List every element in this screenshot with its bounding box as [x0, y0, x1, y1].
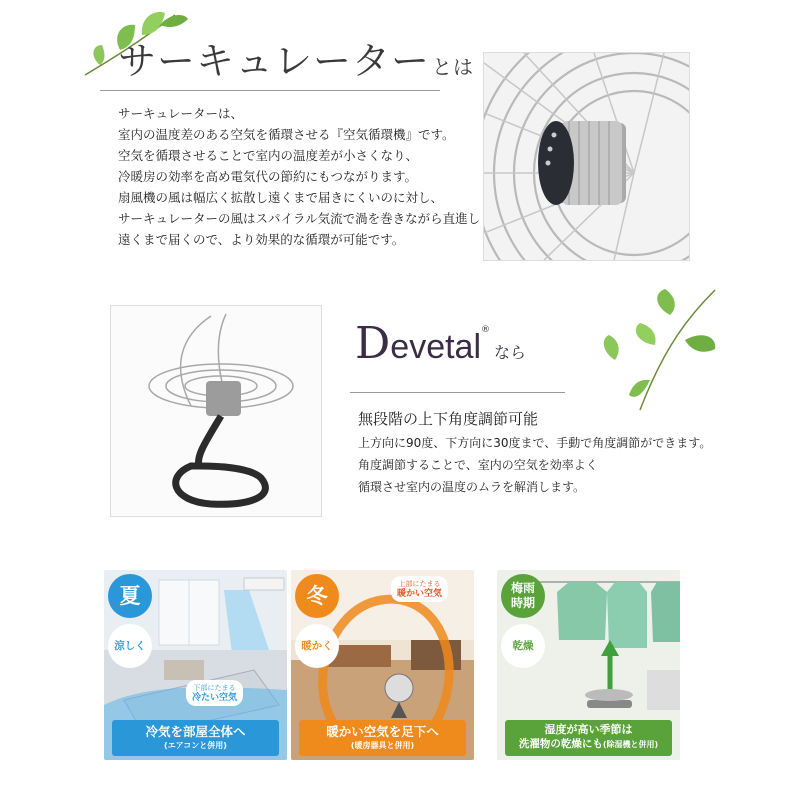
intro-line: サーキュレーターの風はスパイラル気流で渦を巻きながら直進し [118, 211, 481, 226]
title-suffix: とは [432, 55, 475, 79]
brand-logo [355, 318, 527, 369]
intro-line: 空気を循環させることで室内の温度差が小さくなり、 [118, 148, 419, 163]
winter-effect-badge: 暖かく [295, 624, 339, 668]
intro-line: 遠くまで届くので、より効果的な循環が可能です。 [118, 232, 405, 247]
intro-line: 室内の温度差のある空気を循環させる『空気循環機』です。 [118, 127, 455, 142]
rainy-label-main2-text: 洗濯物の乾燥にも [518, 738, 603, 750]
intro-paragraph [118, 103, 480, 250]
summer-label-main: 冷気を部屋全体へ [145, 724, 246, 739]
winter-label-main: 暖かい空気を足下へ [326, 724, 439, 739]
section-title [118, 39, 475, 83]
intro-line: サーキュレーターは、 [118, 106, 244, 121]
fan-closeup-photo [483, 52, 690, 261]
fan-side-photo [110, 305, 322, 517]
warm-air-bubble [391, 576, 448, 602]
brand-name: evetal [390, 328, 482, 366]
intro-line: 冷暖房の効率を高め電気代の節約にもつながります。 [118, 169, 418, 184]
bubble-small-text: 下部にたまる [193, 684, 236, 692]
rainy-label-main: 湿度が高い季節は [544, 723, 633, 736]
rainy-effect-badge: 乾燥 [501, 624, 545, 668]
summer-badge: 夏 [108, 574, 152, 618]
feature-title: 無段階の上下角度調節可能 [358, 410, 539, 428]
brand-initial: D [355, 318, 391, 369]
feature-line: 循環させ室内の温度のムラを解消します。 [358, 480, 586, 494]
rainy-season-badge: 梅雨 時期 [501, 574, 545, 618]
winter-label-sub: (暖房器具と併用) [350, 741, 415, 750]
winter-badge: 冬 [295, 574, 339, 618]
feature-line: 角度調節することで、室内の空気を効率よく [358, 458, 598, 472]
feature-description [358, 432, 711, 498]
bubble-main-text: 冷たい空気 [192, 693, 238, 703]
bubble-main-text: 暖かい空気 [397, 589, 443, 599]
title-divider [100, 90, 440, 91]
registered-mark: ® [481, 325, 491, 335]
winter-card [291, 570, 474, 760]
winter-label [299, 720, 466, 756]
summer-label [112, 720, 279, 756]
rainy-label [505, 720, 672, 756]
cold-air-bubble [186, 680, 243, 706]
rainy-label-main2 [505, 737, 672, 752]
brand-divider [350, 392, 565, 393]
brand-suffix: なら [494, 343, 527, 362]
summer-label-sub: (エアコンと併用) [164, 741, 227, 750]
intro-line: 扇風機の風は幅広く拡散し遠くまで届きにくいのに対し、 [118, 190, 444, 205]
bubble-small-text: 上部にたまる [398, 580, 441, 588]
feature-line: 上方向に90度、下方向に30度まで、手動で角度調節ができます。 [358, 436, 712, 450]
summer-effect-badge: 涼しく [108, 624, 152, 668]
rainy-season-card [497, 570, 680, 760]
leaf-decoration-right [595, 285, 720, 415]
rainy-label-sub: (除湿機と併用) [602, 740, 659, 749]
summer-card [104, 570, 287, 760]
title-text: サーキュレーター [118, 39, 431, 83]
